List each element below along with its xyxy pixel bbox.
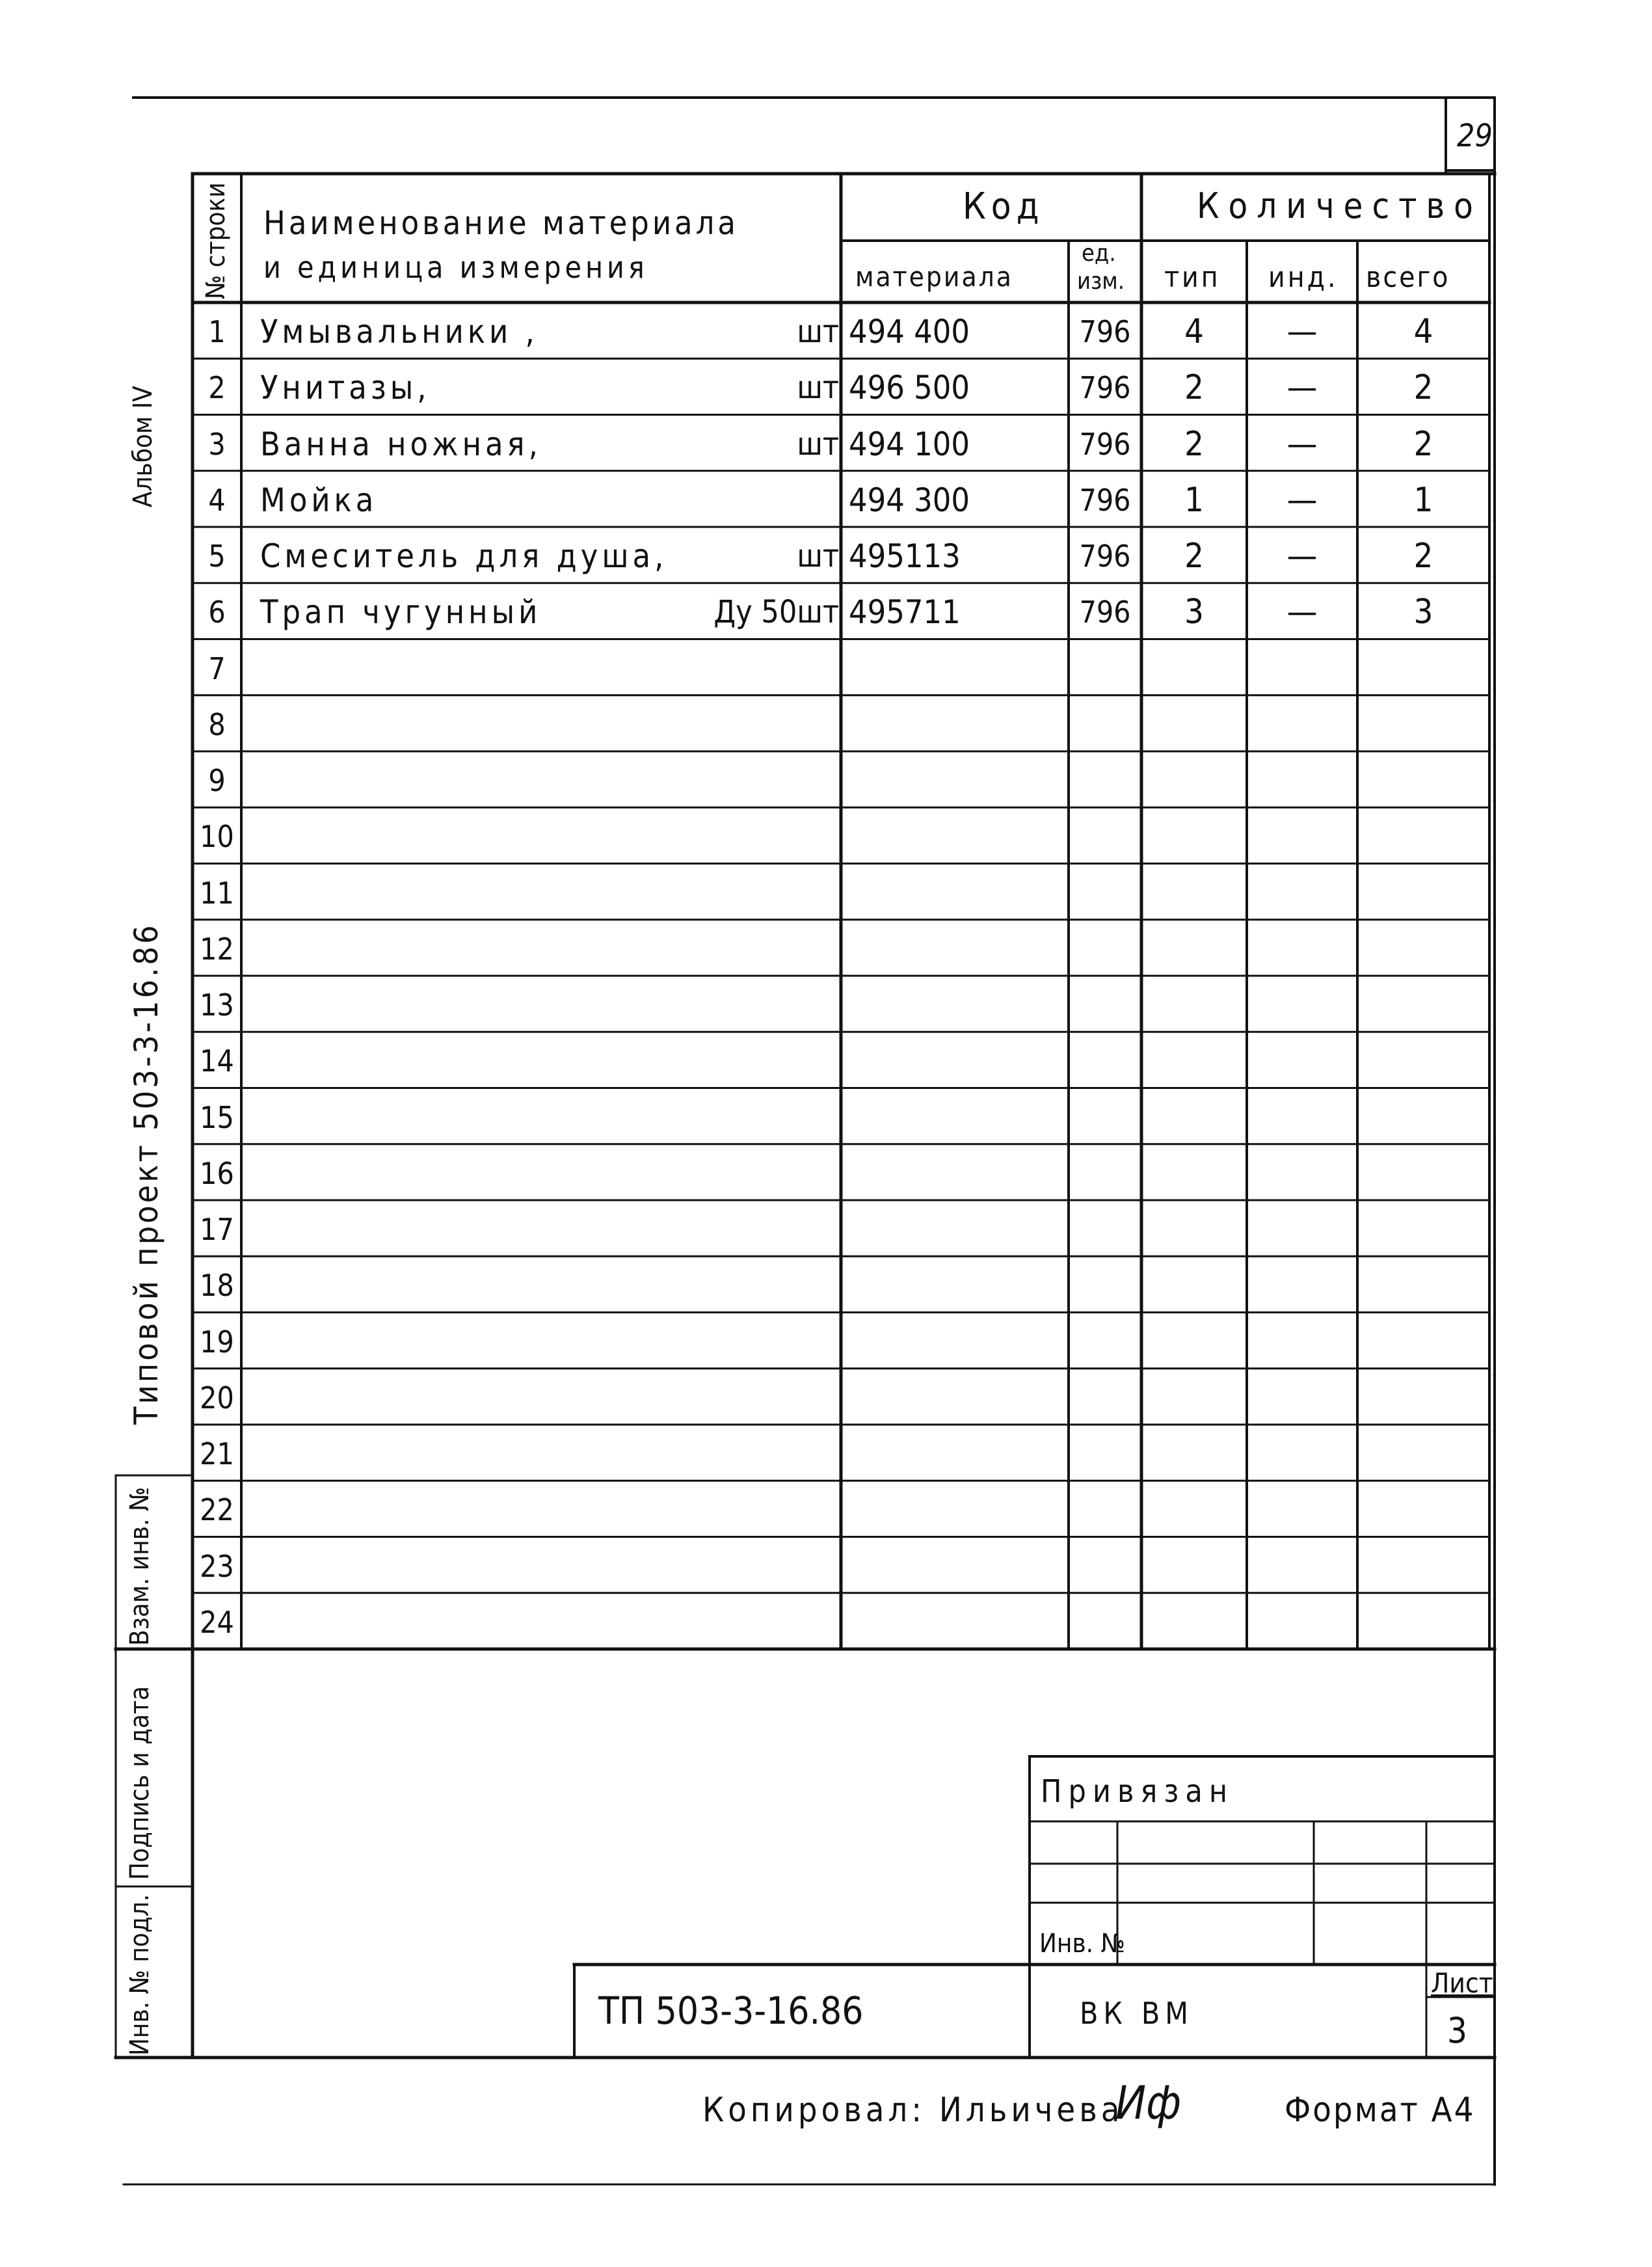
margin-replace-inv-label: Взам. инв. № xyxy=(125,1486,155,1646)
row-number: 14 xyxy=(200,1043,234,1079)
row-number: 21 xyxy=(200,1436,234,1472)
row-qty-total: 2 xyxy=(1413,537,1433,576)
margin-orig-inv-label: Инв. № подл. xyxy=(125,1894,155,2056)
row-number: 3 xyxy=(208,426,226,462)
row-qty-type: 2 xyxy=(1184,424,1204,464)
row-qty-type: 1 xyxy=(1184,480,1204,520)
row-item-unit: шт xyxy=(797,369,839,407)
row-item-unit: шт xyxy=(797,538,839,575)
row-unit-code: 796 xyxy=(1079,595,1131,630)
row-qty-total: 4 xyxy=(1413,312,1433,352)
row-qty-total: 3 xyxy=(1413,593,1433,632)
stamp-sheet-label: Лист xyxy=(1431,1967,1493,1999)
header-name-line2: и единица измерения xyxy=(263,250,648,285)
row-item-unit: Ду 50шт xyxy=(713,594,839,631)
row-material-code: 494 100 xyxy=(849,425,970,463)
row-number: 23 xyxy=(200,1548,234,1584)
row-qty-type: 2 xyxy=(1184,368,1204,408)
row-number: 16 xyxy=(200,1155,234,1191)
row-unit-code: 796 xyxy=(1079,482,1131,518)
header-row-number: № строки xyxy=(201,182,231,299)
row-number: 5 xyxy=(208,539,226,574)
stamp-section: ВК ВМ xyxy=(1080,1996,1194,2031)
footer-signature: Иф xyxy=(1115,2076,1181,2130)
row-number: 1 xyxy=(208,314,226,350)
row-number: 15 xyxy=(200,1099,234,1135)
row-qty-individual: — xyxy=(1286,368,1318,408)
header-quantity: Количество xyxy=(1197,185,1482,226)
row-material-code: 496 500 xyxy=(849,369,970,407)
row-number: 2 xyxy=(208,370,226,406)
margin-project-label: Типовой проект 503-3-16.86 xyxy=(127,922,165,1425)
row-material-code: 495113 xyxy=(849,537,961,576)
row-qty-type: 2 xyxy=(1184,537,1204,576)
row-item-name: Смеситель для душа, xyxy=(260,537,668,576)
row-number: 12 xyxy=(200,931,234,967)
header-type: тип xyxy=(1164,261,1221,294)
row-qty-type: 4 xyxy=(1184,312,1204,352)
row-number: 8 xyxy=(208,706,226,742)
row-number: 4 xyxy=(208,482,226,518)
header-material: материала xyxy=(855,261,1013,293)
header-total: всего xyxy=(1366,261,1450,294)
row-qty-total: 2 xyxy=(1413,368,1433,408)
row-number: 19 xyxy=(200,1324,234,1360)
row-unit-code: 796 xyxy=(1079,370,1131,406)
row-unit-code: 796 xyxy=(1079,314,1131,350)
row-number: 6 xyxy=(208,595,226,630)
row-unit-code: 796 xyxy=(1079,539,1131,574)
stamp-sheet-number: 3 xyxy=(1447,2010,1467,2051)
row-qty-individual: — xyxy=(1286,537,1318,576)
row-number: 17 xyxy=(200,1212,234,1248)
row-number: 22 xyxy=(200,1492,234,1528)
margin-album-label: Альбом IV xyxy=(128,386,158,507)
row-number: 13 xyxy=(200,987,234,1023)
row-qty-individual: — xyxy=(1286,312,1318,352)
row-number: 10 xyxy=(200,819,234,855)
row-qty-individual: — xyxy=(1286,424,1318,464)
row-material-code: 495711 xyxy=(849,593,961,632)
row-number: 9 xyxy=(208,763,226,799)
page-number: 29 xyxy=(1457,118,1493,154)
row-material-code: 494 400 xyxy=(849,313,970,351)
row-number: 18 xyxy=(200,1268,234,1304)
row-qty-total: 2 xyxy=(1413,424,1433,464)
header-individual: инд. xyxy=(1268,261,1339,294)
row-number: 11 xyxy=(200,875,234,911)
footer-copied-by: Копировал: Ильичева xyxy=(702,2091,1124,2130)
footer-format: Формат А4 xyxy=(1285,2091,1476,2130)
row-unit-code: 796 xyxy=(1079,426,1131,462)
header-name-line1: Наименование материала xyxy=(263,204,739,242)
margin-sign-date-label: Подпись и дата xyxy=(125,1685,155,1880)
row-item-name: Мойка xyxy=(260,481,378,519)
row-qty-individual: — xyxy=(1286,480,1318,520)
stamp-bound-label: Привязан xyxy=(1041,1773,1234,1810)
row-number: 24 xyxy=(200,1604,234,1640)
stamp-inv-label: Инв. № xyxy=(1039,1929,1125,1959)
row-item-name: Умывальники , xyxy=(260,313,539,351)
row-item-unit: шт xyxy=(797,425,839,463)
row-item-name: Ванна ножная, xyxy=(260,425,542,463)
header-code: Код xyxy=(963,185,1045,228)
row-material-code: 494 300 xyxy=(849,481,970,519)
header-unit-line1: ед. xyxy=(1082,240,1116,267)
row-number: 20 xyxy=(200,1380,234,1415)
row-number: 7 xyxy=(208,651,226,686)
row-item-name: Трап чугунный xyxy=(260,593,542,632)
row-qty-type: 3 xyxy=(1184,593,1204,632)
row-qty-total: 1 xyxy=(1413,480,1433,520)
row-item-name: Унитазы, xyxy=(260,369,431,407)
header-unit-line2: изм. xyxy=(1077,268,1125,295)
row-qty-individual: — xyxy=(1286,593,1318,632)
stamp-designation: ТП 503-3-16.86 xyxy=(598,1989,864,2033)
row-item-unit: шт xyxy=(797,314,839,351)
